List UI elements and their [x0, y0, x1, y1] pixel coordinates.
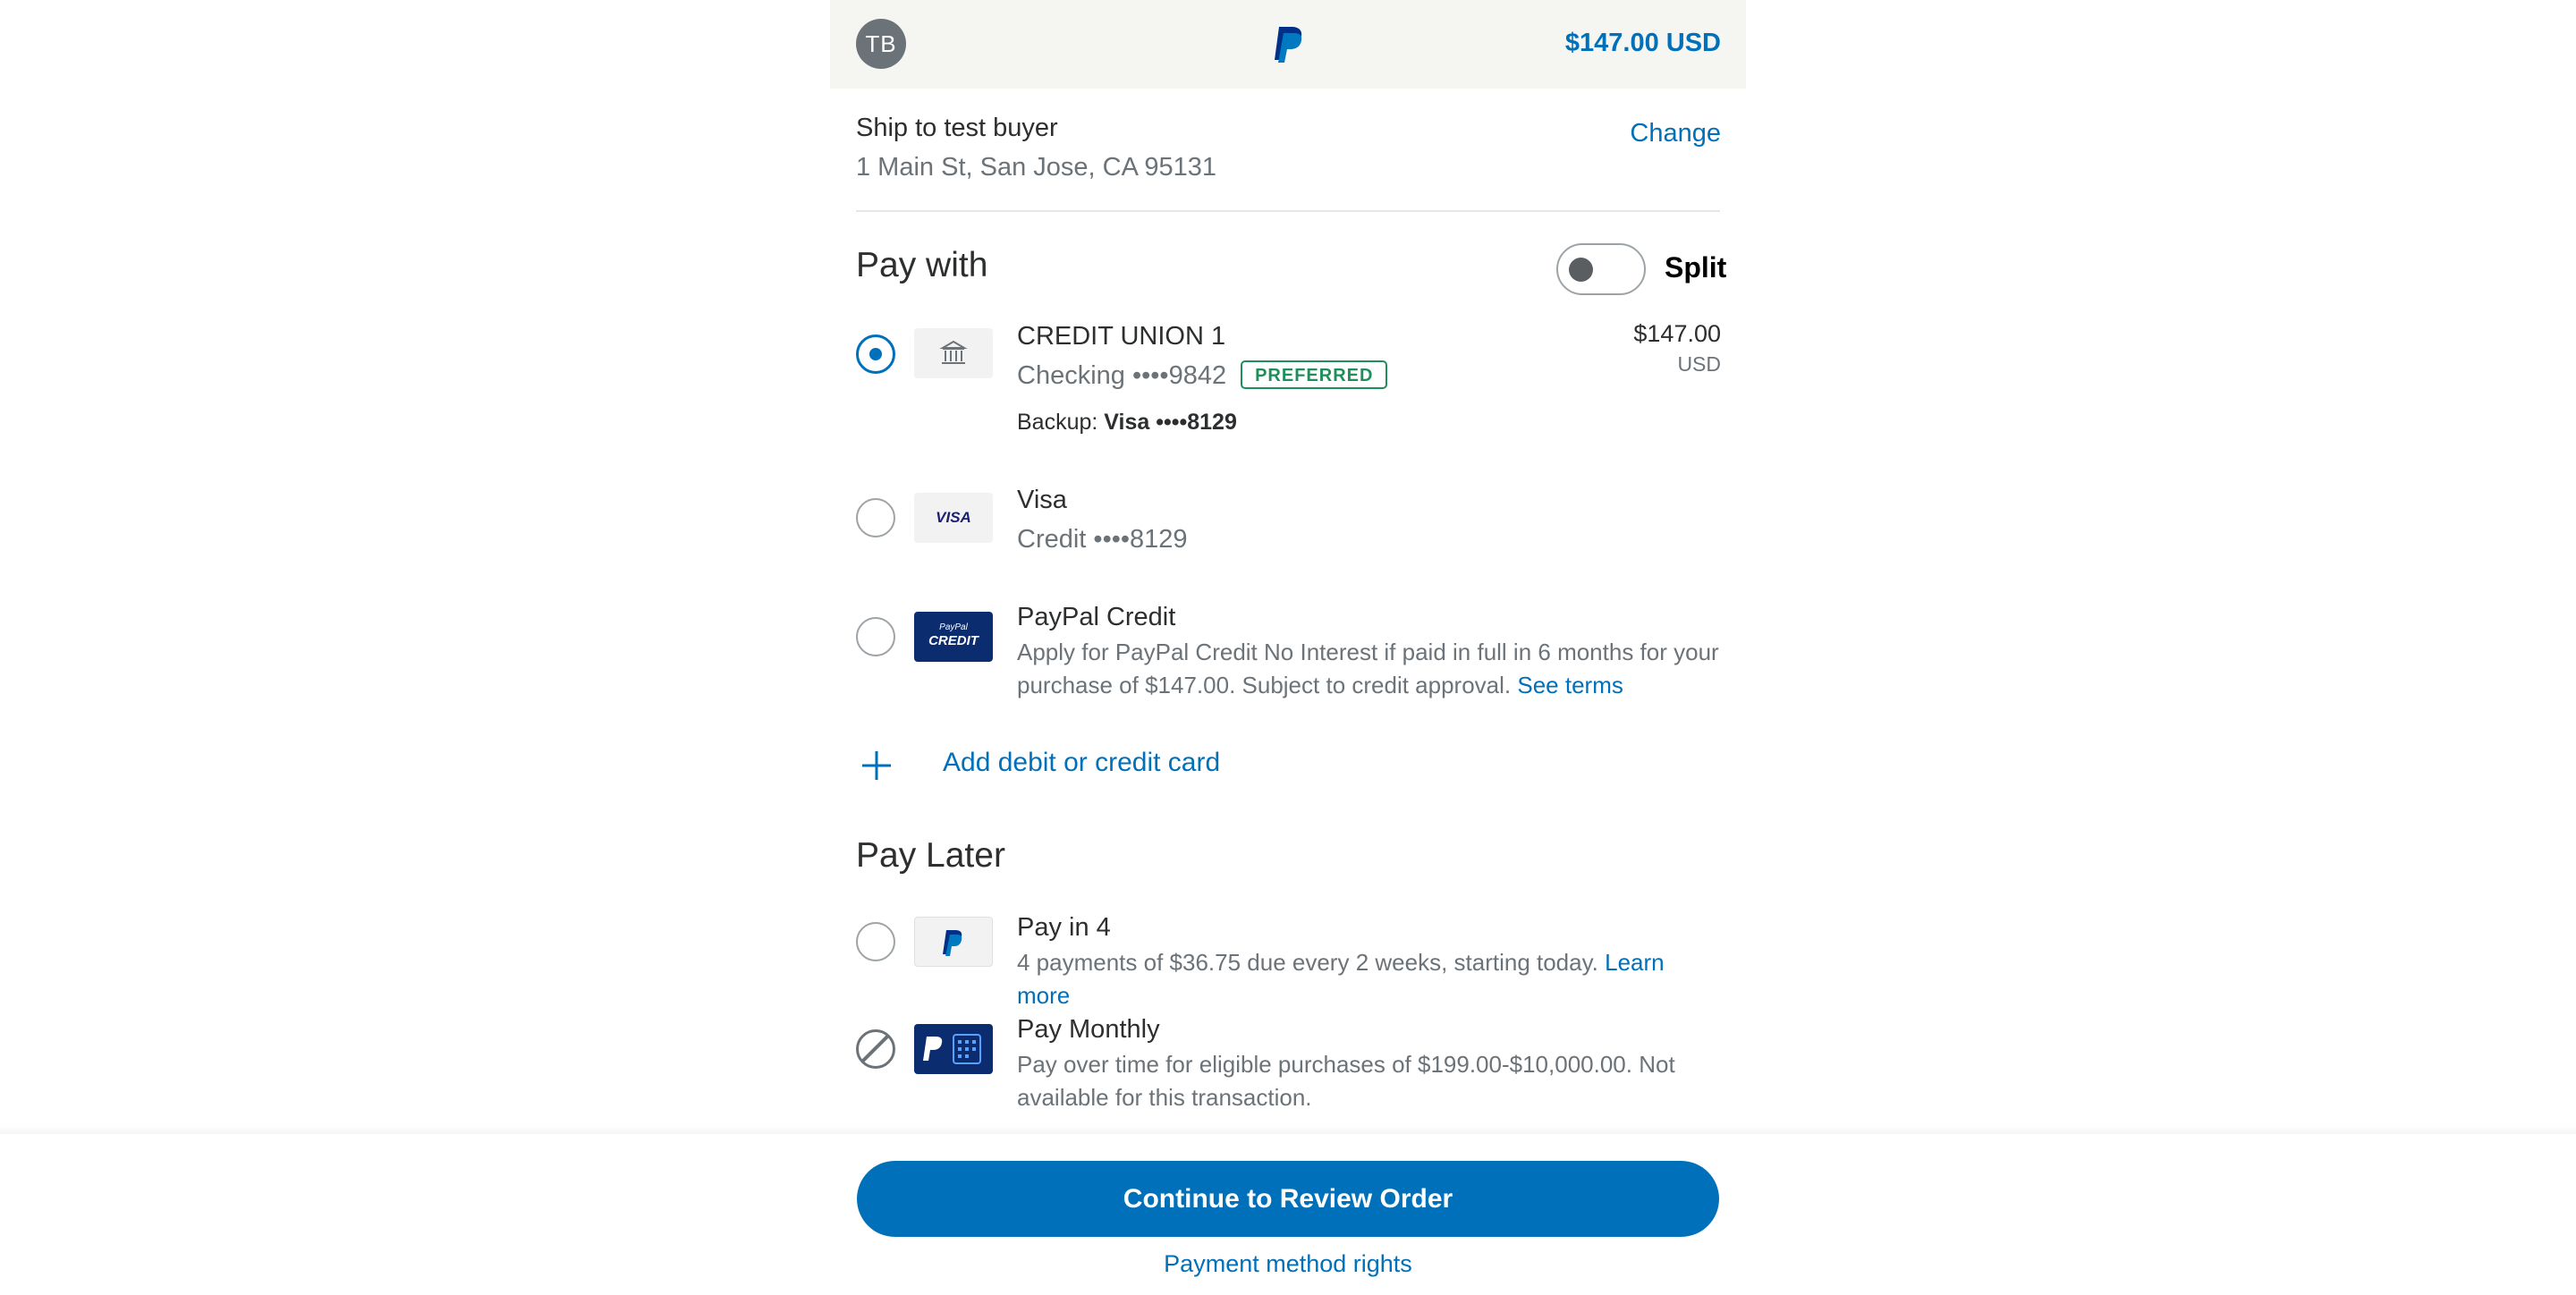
radio-pay-monthly-disabled: [856, 1029, 895, 1069]
visa-card-icon: [914, 493, 993, 543]
see-terms-link[interactable]: See terms: [1517, 672, 1623, 698]
avatar[interactable]: TB: [856, 19, 906, 69]
method-name-credit-union: CREDIT UNION 1: [1017, 322, 1226, 351]
checkout-header: [830, 0, 1746, 89]
method-name-visa: Visa: [1017, 486, 1067, 514]
divider: [856, 210, 1720, 212]
pay-monthly-logo: [914, 1024, 993, 1074]
method-detail-credit-union: [1017, 360, 1387, 391]
pay-in-4-description: 4 payments of $36.75 due every 2 weeks, starting today.: [1017, 949, 1598, 976]
credit-icon-line1: PayPal: [939, 622, 968, 632]
backup-prefix: Backup:: [1017, 410, 1098, 435]
radio-paypal-credit[interactable]: [856, 617, 895, 656]
shipping-address: 1 Main St, San Jose, CA 95131: [856, 153, 1217, 182]
backup-value: Visa ••••8129: [1104, 410, 1237, 435]
learn-more-link[interactable]: Learn more: [1017, 949, 1665, 1009]
bank-icon-graphic: [914, 328, 993, 378]
method-desc-paypal-credit: [1017, 636, 1724, 702]
split-toggle[interactable]: [1556, 243, 1646, 295]
payment-method-rights-link[interactable]: Payment method rights: [1164, 1250, 1412, 1277]
order-total: $147.00 USD: [1564, 29, 1721, 57]
add-card-label: Add debit or credit card: [943, 748, 1221, 777]
method-price: $147.00: [1633, 320, 1721, 347]
method-currency: USD: [1677, 352, 1721, 376]
backup-method: [1017, 410, 1237, 436]
toggle-knob: [1569, 258, 1593, 282]
ship-to-title: Ship to test buyer: [856, 114, 1058, 142]
visa-icon-text: VISA: [936, 509, 971, 526]
paypal-pay-monthly-icon: [914, 1024, 993, 1074]
option-desc-pay-in-4: [1017, 946, 1724, 1012]
option-name-pay-monthly: Pay Monthly: [1017, 1015, 1160, 1044]
pay-with-title: Pay with: [856, 246, 988, 284]
paypal-credit-description: Apply for PayPal Credit No Interest if paid in full in 6 months for your purchase of $147.00. Subject to credit approval.: [1017, 639, 1719, 698]
radio-pay-in-4[interactable]: [856, 922, 895, 961]
checkout-column: [830, 0, 1746, 1295]
radio-credit-union[interactable]: [856, 334, 895, 374]
continue-to-review-button[interactable]: Continue to Review Order: [857, 1161, 1719, 1237]
paypal-logo-icon: [1271, 25, 1307, 64]
preferred-badge: PREFERRED: [1241, 360, 1387, 389]
pay-in-4-logo: [915, 918, 994, 968]
radio-visa[interactable]: [856, 498, 895, 537]
bank-icon: [914, 328, 993, 378]
plus-icon: [859, 748, 894, 783]
split-label: Split: [1665, 251, 1727, 284]
change-shipping-link[interactable]: Change: [1630, 119, 1721, 148]
paypal-pay-in-4-icon: [914, 917, 993, 967]
method-name-paypal-credit: PayPal Credit: [1017, 603, 1176, 631]
option-name-pay-in-4: Pay in 4: [1017, 913, 1111, 942]
account-detail: Checking ••••9842: [1017, 361, 1227, 390]
credit-icon-line2: CREDIT: [928, 633, 979, 648]
pay-later-title: Pay Later: [856, 836, 1005, 875]
payment-rights-row: [0, 1250, 2576, 1278]
method-detail-visa: Credit ••••8129: [1017, 525, 1188, 554]
option-desc-pay-monthly: Pay over time for eligible purchases of $199.00-$10,000.00. Not available for this transaction.: [1017, 1051, 1675, 1111]
paypal-credit-icon: [914, 612, 993, 662]
